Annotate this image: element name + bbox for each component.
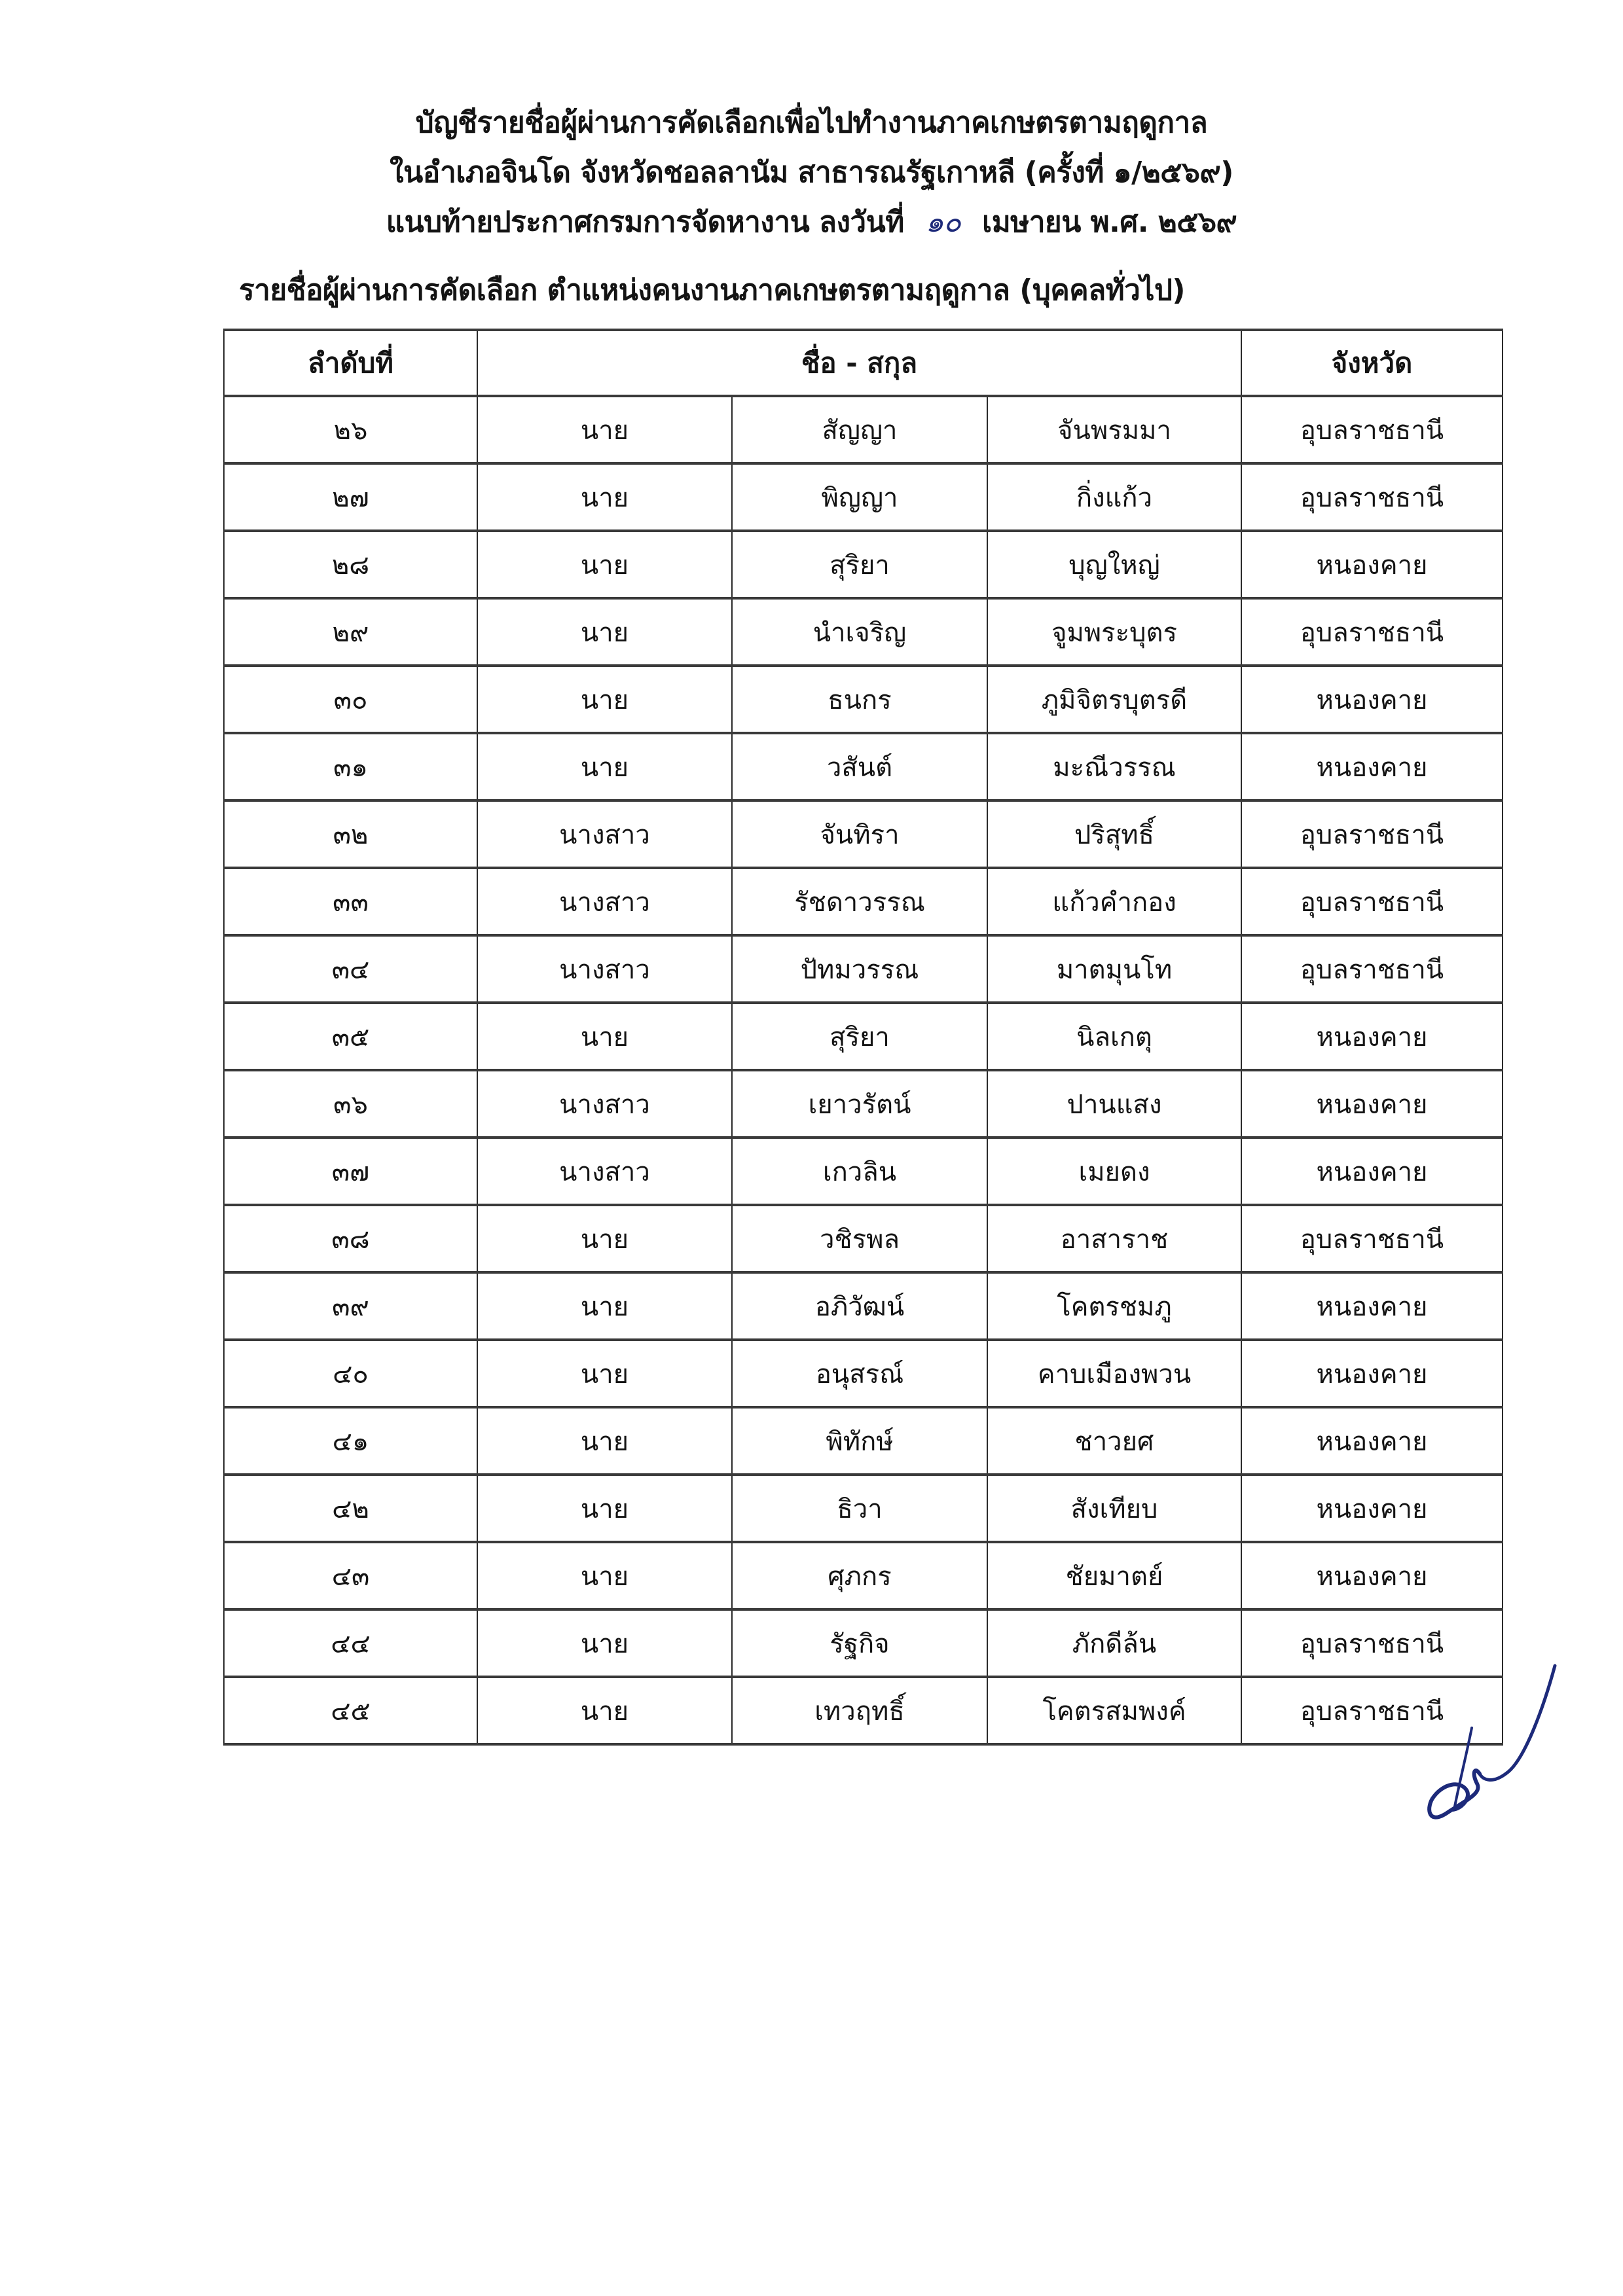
cell-last-name: แก้วคำกอง — [987, 868, 1241, 935]
cell-first-name: รัชดาวรรณ — [732, 868, 987, 935]
cell-first-name: พิทักษ์ — [732, 1407, 987, 1475]
cell-title: นางสาว — [477, 935, 732, 1003]
cell-no: ๓๓ — [224, 868, 477, 935]
table-row — [224, 1272, 1503, 1340]
cell-province: หนองคาย — [1241, 666, 1503, 733]
cell-last-name: กิ่งแก้ว — [987, 463, 1241, 531]
table-row — [224, 396, 1503, 463]
cell-province: หนองคาย — [1241, 1272, 1503, 1340]
cell-province: หนองคาย — [1241, 1542, 1503, 1609]
cell-first-name: เยาวรัตน์ — [732, 1070, 987, 1138]
cell-province: อุบลราชธานี — [1241, 598, 1503, 666]
cell-no: ๔๑ — [224, 1407, 477, 1475]
table-row — [224, 935, 1503, 1003]
cell-title: นาย — [477, 1609, 732, 1677]
roster-table — [223, 329, 1503, 1746]
cell-last-name: มะณีวรรณ — [987, 733, 1241, 800]
cell-title: นาย — [477, 1340, 732, 1407]
signature-stroke-loop — [1429, 1770, 1480, 1818]
cell-province: อุบลราชธานี — [1241, 868, 1503, 935]
title-line-1: บัญชีรายชื่อผู้ผ่านการคัดเลือกเพื่อไปทำงานภาคเกษตรตามฤดูกาล — [415, 106, 1208, 139]
cell-province: หนองคาย — [1241, 1138, 1503, 1205]
cell-first-name: เกวลิน — [732, 1138, 987, 1205]
cell-last-name: มาตมุนโท — [987, 935, 1241, 1003]
cell-no: ๔๓ — [224, 1542, 477, 1609]
cell-no: ๔๕ — [224, 1677, 477, 1744]
table-row — [224, 1609, 1503, 1677]
title-line-2: ในอำเภอจินโด จังหวัดชอลลานัม สาธารณรัฐเกาหลี (ครั้งที่ ๑/๒๕๖๙) — [390, 156, 1233, 189]
table-header-row — [224, 330, 1503, 396]
cell-title: นาย — [477, 396, 732, 463]
cell-first-name: วชิรพล — [732, 1205, 987, 1272]
cell-province: อุบลราชธานี — [1241, 463, 1503, 531]
cell-province: อุบลราชธานี — [1241, 800, 1503, 868]
document-header — [0, 98, 1623, 247]
cell-first-name: รัฐกิจ — [732, 1609, 987, 1677]
cell-title: นาย — [477, 531, 732, 598]
header-name: ชื่อ - สกุล — [477, 330, 1241, 396]
cell-last-name: โคตรชมภู — [987, 1272, 1241, 1340]
table-row — [224, 598, 1503, 666]
cell-last-name: สังเทียบ — [987, 1475, 1241, 1542]
cell-province: หนองคาย — [1241, 1070, 1503, 1138]
cell-last-name: คาบเมืองพวน — [987, 1340, 1241, 1407]
table-row — [224, 463, 1503, 531]
cell-title: นาย — [477, 1003, 732, 1070]
table-row — [224, 1340, 1503, 1407]
cell-first-name: สุริยา — [732, 1003, 987, 1070]
cell-first-name: พิญญา — [732, 463, 987, 531]
cell-first-name: ศุภกร — [732, 1542, 987, 1609]
table-row — [224, 1677, 1503, 1744]
cell-first-name: นำเจริญ — [732, 598, 987, 666]
cell-last-name: ภักดีล้น — [987, 1609, 1241, 1677]
cell-last-name: นิลเกตุ — [987, 1003, 1241, 1070]
cell-no: ๓๙ — [224, 1272, 477, 1340]
cell-title: นาย — [477, 733, 732, 800]
table-row — [224, 868, 1503, 935]
cell-no: ๒๗ — [224, 463, 477, 531]
cell-no: ๒๙ — [224, 598, 477, 666]
cell-last-name: โคตรสมพงค์ — [987, 1677, 1241, 1744]
handwritten-day: ๑๐ — [925, 206, 961, 239]
cell-last-name: จูมพระบุตร — [987, 598, 1241, 666]
cell-first-name: อภิวัฒน์ — [732, 1272, 987, 1340]
cell-no: ๔๔ — [224, 1609, 477, 1677]
cell-first-name: สัญญา — [732, 396, 987, 463]
cell-no: ๓๖ — [224, 1070, 477, 1138]
cell-no: ๓๘ — [224, 1205, 477, 1272]
cell-no: ๔๒ — [224, 1475, 477, 1542]
cell-first-name: ธิวา — [732, 1475, 987, 1542]
cell-first-name: อนุสรณ์ — [732, 1340, 987, 1407]
table-row — [224, 1205, 1503, 1272]
cell-last-name: ชัยมาตย์ — [987, 1542, 1241, 1609]
cell-first-name: ปัทมวรรณ — [732, 935, 987, 1003]
cell-province: อุบลราชธานี — [1241, 1677, 1503, 1744]
signature-stroke-long — [1480, 1666, 1555, 1780]
cell-province: อุบลราชธานี — [1241, 1205, 1503, 1272]
cell-title: นาย — [477, 1272, 732, 1340]
cell-title: นาย — [477, 598, 732, 666]
cell-title: นาย — [477, 1475, 732, 1542]
cell-title: นาย — [477, 1205, 732, 1272]
table-row — [224, 1542, 1503, 1609]
cell-no: ๔๐ — [224, 1340, 477, 1407]
cell-first-name: สุริยา — [732, 531, 987, 598]
cell-province: หนองคาย — [1241, 1407, 1503, 1475]
list-subtitle: รายชื่อผู้ผ่านการคัดเลือก ตำแหน่งคนงานภาคเกษตรตามฤดูกาล (บุคคลทั่วไป) — [239, 274, 1186, 307]
cell-title: นางสาว — [477, 868, 732, 935]
table-row — [224, 1070, 1503, 1138]
cell-last-name: ปริสุทธิ์ — [987, 800, 1241, 868]
cell-title: นางสาว — [477, 1138, 732, 1205]
cell-title: นาย — [477, 1542, 732, 1609]
cell-title: นาย — [477, 666, 732, 733]
table-row — [224, 800, 1503, 868]
announcement-line — [0, 198, 1623, 247]
cell-province: อุบลราชธานี — [1241, 1609, 1503, 1677]
header-province: จังหวัด — [1241, 330, 1503, 396]
cell-no: ๒๘ — [224, 531, 477, 598]
cell-no: ๓๐ — [224, 666, 477, 733]
cell-title: นางสาว — [477, 800, 732, 868]
cell-last-name: จันพรมมา — [987, 396, 1241, 463]
table-row — [224, 1475, 1503, 1542]
cell-no: ๓๒ — [224, 800, 477, 868]
cell-title: นาย — [477, 1677, 732, 1744]
cell-title: นางสาว — [477, 1070, 732, 1138]
table-row — [224, 1138, 1503, 1205]
signature-mark — [1414, 1649, 1584, 1833]
cell-last-name: เมยดง — [987, 1138, 1241, 1205]
cell-province: หนองคาย — [1241, 1475, 1503, 1542]
cell-title: นาย — [477, 1407, 732, 1475]
cell-no: ๒๖ — [224, 396, 477, 463]
cell-last-name: อาสาราช — [987, 1205, 1241, 1272]
roster-body — [224, 396, 1503, 1744]
cell-first-name: จันทิรา — [732, 800, 987, 868]
table-row — [224, 666, 1503, 733]
cell-province: อุบลราชธานี — [1241, 935, 1503, 1003]
table-row — [224, 531, 1503, 598]
table-row — [224, 1003, 1503, 1070]
cell-first-name: วสันต์ — [732, 733, 987, 800]
cell-last-name: ปานแสง — [987, 1070, 1241, 1138]
cell-province: หนองคาย — [1241, 1340, 1503, 1407]
cell-no: ๓๗ — [224, 1138, 477, 1205]
cell-no: ๓๑ — [224, 733, 477, 800]
table-row — [224, 1407, 1503, 1475]
cell-province: หนองคาย — [1241, 1003, 1503, 1070]
cell-last-name: ชาวยศ — [987, 1407, 1241, 1475]
announcement-month-year: เมษายน พ.ศ. ๒๕๖๙ — [982, 206, 1237, 239]
cell-province: หนองคาย — [1241, 531, 1503, 598]
cell-first-name: เทวฤทธิ์ — [732, 1677, 987, 1744]
cell-province: หนองคาย — [1241, 733, 1503, 800]
cell-last-name: ภูมิจิตรบุตรดี — [987, 666, 1241, 733]
cell-title: นาย — [477, 463, 732, 531]
cell-first-name: ธนกร — [732, 666, 987, 733]
cell-last-name: บุญใหญ่ — [987, 531, 1241, 598]
cell-province: อุบลราชธานี — [1241, 396, 1503, 463]
announcement-prefix: แนบท้ายประกาศกรมการจัดหางาน ลงวันที่ — [386, 206, 904, 239]
cell-no: ๓๕ — [224, 1003, 477, 1070]
header-no: ลำดับที่ — [224, 330, 477, 396]
cell-no: ๓๔ — [224, 935, 477, 1003]
table-row — [224, 733, 1503, 800]
